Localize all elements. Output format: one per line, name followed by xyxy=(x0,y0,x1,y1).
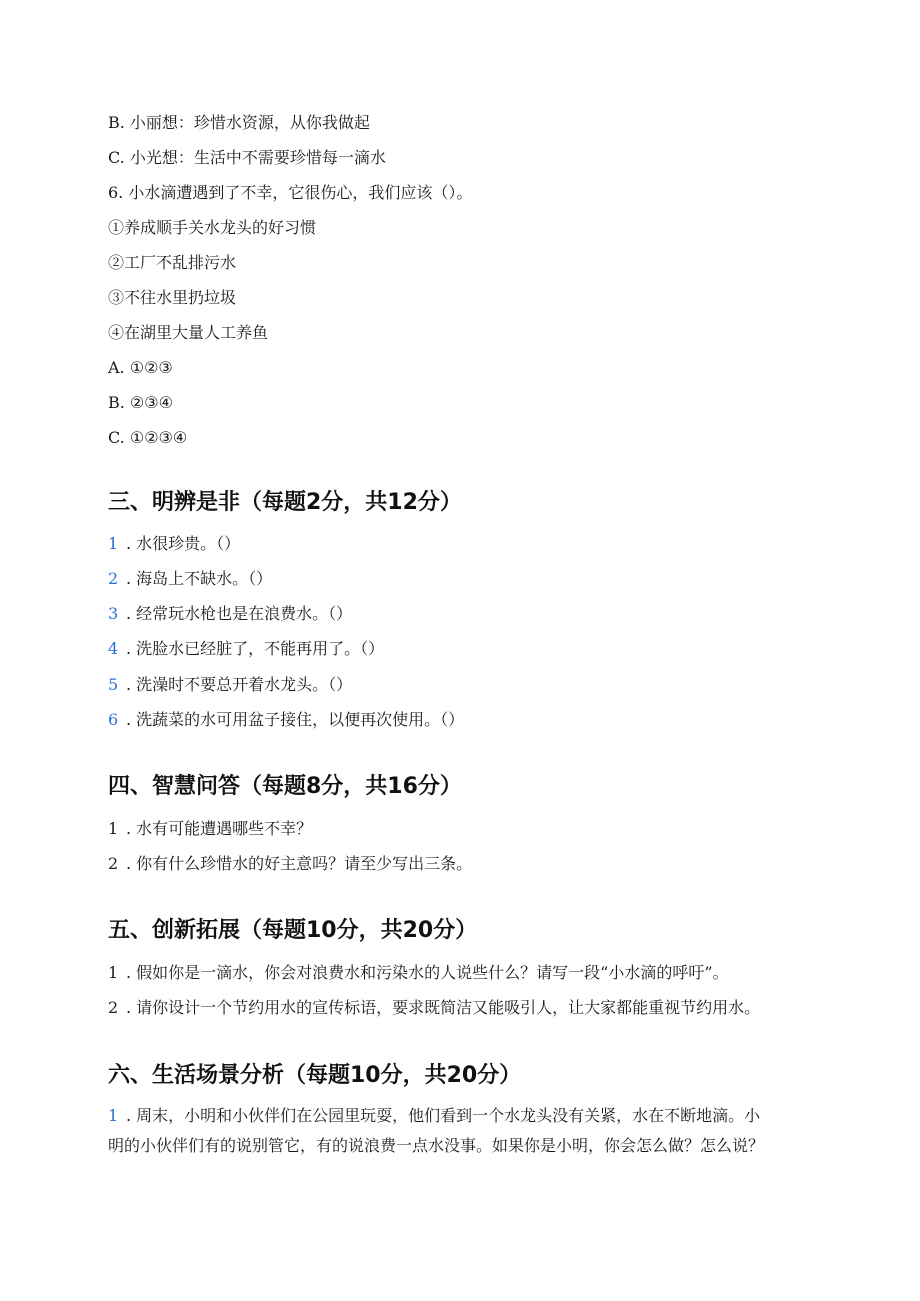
question-text: . 请你设计一个节约用水的宣传标语，要求既简洁又能吸引人，让大家都能重视节约用水。 xyxy=(126,998,761,1017)
question-text-line-1: . 周末，小明和小伙伴们在公园里玩耍，他们看到一个水龙头没有关紧，水在不断地滴。小 xyxy=(126,1106,761,1125)
question-number: 1 xyxy=(108,1106,119,1125)
q6-option-a: A. ①②③ xyxy=(108,358,173,377)
s3-question-6 xyxy=(108,709,464,731)
section-6-title: 六、生活场景分析（每题10分，共20分） xyxy=(108,1063,522,1088)
question-number: 3 xyxy=(108,604,119,623)
q6-option-b: B. ②③④ xyxy=(108,393,173,412)
question-text: . 洗蔬菜的水可用盆子接住，以便再次使用。（） xyxy=(126,710,465,729)
question-number: 2 xyxy=(108,569,119,588)
question-text: . 假如你是一滴水，你会对浪费水和污染水的人说些什么？请写一段“小水滴的呼吁”。 xyxy=(126,963,729,982)
question-number: 5 xyxy=(108,675,119,694)
question-number: 2 xyxy=(108,854,119,873)
question-number: 6 xyxy=(108,710,119,729)
s3-question-5 xyxy=(108,674,352,696)
s3-question-3 xyxy=(108,603,352,625)
question-text: . 水很珍贵。（） xyxy=(126,534,241,553)
s3-question-1 xyxy=(108,533,240,555)
question-number: 2 xyxy=(108,998,119,1017)
section-3-title: 三、明辨是非（每题2分，共12分） xyxy=(108,490,462,515)
q6-item-3: ③不往水里扔垃圾 xyxy=(108,288,237,307)
q6-option-c: C. ①②③④ xyxy=(108,428,188,447)
question-number: 4 xyxy=(108,639,119,658)
question-text: . 洗澡时不要总开着水龙头。（） xyxy=(126,675,353,694)
s4-question-2 xyxy=(108,853,472,875)
section-4-title: 四、智慧问答（每题8分，共16分） xyxy=(108,774,462,799)
question-number: 1 xyxy=(108,534,119,553)
question-text: . 海岛上不缺水。（） xyxy=(126,569,273,588)
s4-question-1 xyxy=(108,818,312,840)
question-number: 1 xyxy=(108,963,119,982)
question-text-line-2: 明的小伙伴们有的说别管它，有的说浪费一点水没事。如果你是小明，你会怎么做？怎么说？ xyxy=(108,1136,765,1155)
question-text: . 经常玩水枪也是在浪费水。（） xyxy=(126,604,353,623)
s3-question-2 xyxy=(108,568,272,590)
s6-question-1 xyxy=(108,1101,808,1161)
question-text: . 洗脸水已经脏了，不能再用了。（） xyxy=(126,639,385,658)
question-text: . 水有可能遭遇哪些不幸？ xyxy=(126,819,313,838)
question-text: . 你有什么珍惜水的好主意吗？请至少写出三条。 xyxy=(126,854,473,873)
section-5-title: 五、创新拓展（每题10分，共20分） xyxy=(108,918,478,943)
q5-option-b: B. 小丽想：珍惜水资源，从你我做起 xyxy=(108,113,370,132)
s5-question-1 xyxy=(108,962,729,984)
s5-question-2 xyxy=(108,997,760,1019)
s3-question-4 xyxy=(108,638,384,660)
q6-stem: 6. 小水滴遭遇到了不幸，它很伤心，我们应该（）。 xyxy=(108,183,473,202)
q6-item-2: ②工厂不乱排污水 xyxy=(108,253,237,272)
q6-item-4: ④在湖里大量人工养鱼 xyxy=(108,323,269,342)
q6-item-1: ①养成顺手关水龙头的好习惯 xyxy=(108,218,317,237)
question-number: 1 xyxy=(108,819,119,838)
q5-option-c: C. 小光想：生活中不需要珍惜每一滴水 xyxy=(108,148,386,167)
